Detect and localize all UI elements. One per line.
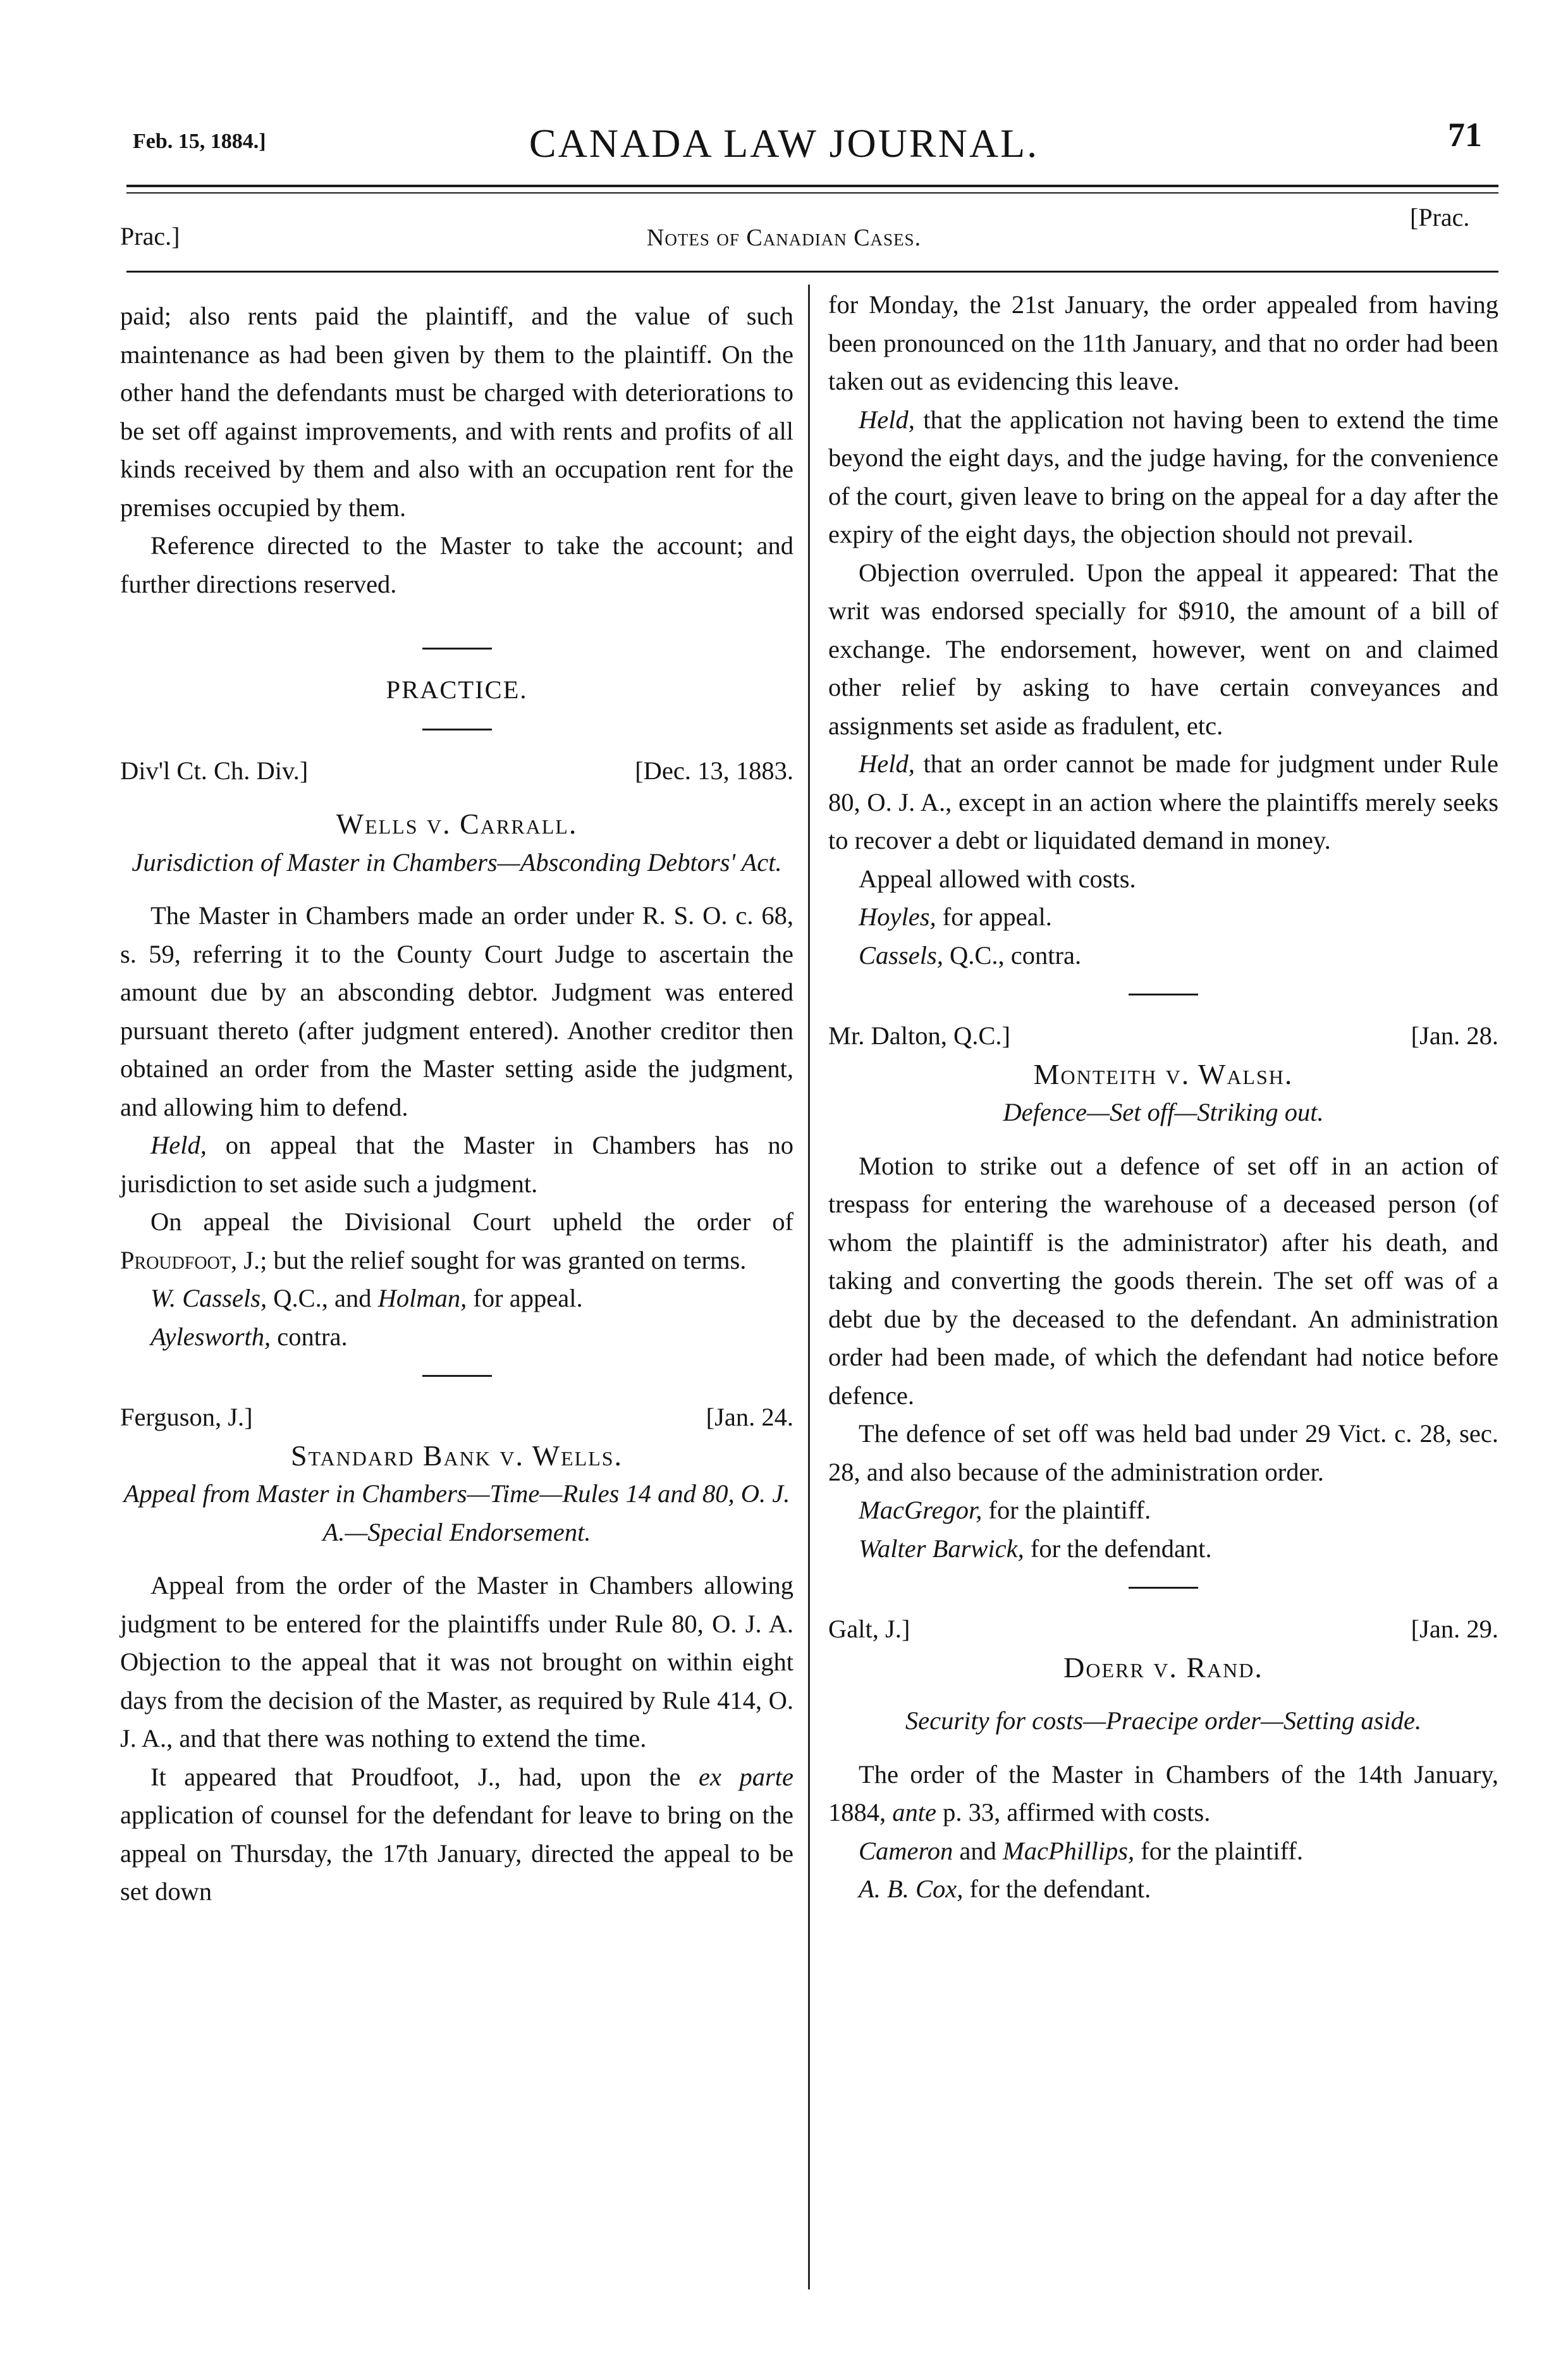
paragraph: Motion to strike out a defence of set off in an action of trespass for entering the warehouse of a deceased person (of whom the plaintiff is the administrator) after his death, and taking and converting the goods therein. The set off was of a debt due by the deceased to the defendant. An administration order had been made, of which the defendant had notice before defence. (828, 1151, 1498, 1410)
section-divider (1129, 1587, 1198, 1589)
header-rule-bottom (126, 192, 1498, 194)
section-tag-right: [Prac. (1410, 203, 1470, 231)
case-subject: Appeal from Master in Chambers—Time—Rules 14 and 80, O. J. A.—Special Endorsement. (123, 1479, 790, 1546)
case-title: Standard Bank v. Wells. (290, 1439, 623, 1472)
page-number: 71 (1448, 116, 1482, 154)
counsel-line: W. Cassels, Q.C., and Holman, for appeal. (150, 1284, 583, 1312)
counsel-line: Hoyles, for appeal. (859, 903, 1052, 931)
case-subject: Defence—Set off—Striking out. (1003, 1098, 1324, 1126)
paragraph: The order of the Master in Chambers of the 14th January, 1884, ante p. 33, affirmed with costs. (828, 1759, 1498, 1827)
left-column (120, 297, 793, 1911)
paragraph: The Master in Chambers made an order under R. S. O. c. 68, s. 59, referring it to the County Court Judge to ascertain the amount due by an absconding debtor. Judgment was entered pursuant thereto (after judgment entered). Another creditor then obtained an order from the Master setting aside the judgment, and allowing him to defend. (120, 901, 793, 1121)
paragraph: Appeal from the order of the Master in Chambers allowing judgment to be entered for the plaintiffs under Rule 80, O. J. A. Objection to the appeal that it was not brought on within eight days from the decision of the Master, as required by Rule 414, O. J. A., and that there was nothing to extend the time. (120, 1571, 793, 1753)
section-divider (422, 729, 492, 730)
practice-heading: PRACTICE. (386, 675, 528, 704)
counsel-line: A. B. Cox, for the defendant. (859, 1875, 1151, 1903)
case-date: [Dec. 13, 1883. (635, 756, 793, 785)
case-date: [Jan. 24. (706, 1403, 793, 1431)
case-subject: Jurisdiction of Master in Chambers—Absconding Debtors' Act. (132, 847, 782, 877)
case-court-line (120, 752, 793, 791)
paragraph: On appeal the Divisional Court upheld the order of Proudfoot, J.; but the relief sought for was granted on terms. (120, 1207, 793, 1274)
counsel-line: Aylesworth, contra. (150, 1322, 348, 1351)
case-subject: Security for costs—Praecipe order—Setting aside. (905, 1706, 1422, 1735)
journal-title: CANADA LAW JOURNAL. (529, 121, 1039, 166)
right-column (828, 286, 1498, 1909)
case-title: Monteith v. Walsh. (1033, 1057, 1294, 1090)
paragraph: Appeal allowed with costs. (859, 864, 1136, 893)
section-tag-left: Prac.] (120, 222, 180, 250)
counsel-line: MacGregor, for the plaintiff. (859, 1496, 1151, 1524)
case-court-line (828, 1610, 1498, 1649)
counsel-line: Cameron and MacPhillips, for the plaintiff. (859, 1836, 1304, 1865)
paragraph: Objection overruled. Upon the appeal it appeared: That the writ was endorsed specially for $910, the amount of a bill of exchange. The endorsement, however, went on and claimed other relief by asking to have certain conveyances and assignments set aside as fradulent, etc. (828, 558, 1498, 740)
case-title: Wells v. Carrall. (336, 808, 578, 840)
case-court: Div'l Ct. Ch. Div.] (120, 756, 309, 785)
case-title: Doerr v. Rand. (1063, 1651, 1263, 1684)
header-rule-top (126, 185, 1498, 187)
case-court: Mr. Dalton, Q.C.] (828, 1021, 1010, 1050)
counsel-line: Cassels, Q.C., contra. (859, 940, 1082, 970)
case-court: Galt, J.] (828, 1615, 910, 1643)
subheader-rule (126, 271, 1498, 273)
counsel-line: Walter Barwick, for the defendant. (859, 1534, 1212, 1563)
column-divider (808, 285, 810, 2289)
paragraph: Held, on appeal that the Master in Chambers has no jurisdiction to set aside such a judgment. (120, 1131, 794, 1198)
paragraph: It appeared that Proudfoot, J., had, upon the ex parte application of counsel for the defendant for leave to bring on the appeal on Thursday, the 17th January, directed the appeal to be set down (120, 1762, 793, 1906)
paragraph: Held, that the application not having been to extend the time beyond the eight days, and the judge having, for the convenience of the court, given leave to bring on the appeal for a day after the expiry of the eight days, the objection should not prevail. (828, 405, 1499, 548)
case-date: [Jan. 29. (1411, 1615, 1498, 1643)
case-date: [Jan. 28. (1411, 1021, 1498, 1050)
paragraph: The defence of set off was held bad under 29 Vict. c. 28, sec. 28, and also because of the administration order. (828, 1419, 1498, 1486)
paragraph: for Monday, the 21st January, the order appealed from having been pronounced on the 11th January, and that no order had been taken out as evidencing this leave. (828, 290, 1498, 395)
section-divider (422, 648, 492, 650)
section-divider (422, 1375, 492, 1377)
header-date: Feb. 15, 1884.] (133, 130, 266, 153)
case-court-line (120, 1398, 793, 1437)
paragraph: paid; also rents paid the plaintiff, and the value of such maintenance as had been given by them to the plaintiff. On the other hand the defendants must be charged with deteriorations to be set off against improvements, and with rents and profits of all kinds received by them and also with an occupation rent for the premises occupied by them. (120, 302, 793, 522)
paragraph: Reference directed to the Master to take the account; and further directions reserved. (120, 531, 793, 598)
paragraph: Held, that an order cannot be made for judgment under Rule 80, O. J. A., except in an action where the plaintiffs merely seeks to recover a debt or liquidated demand in money. (828, 749, 1498, 854)
section-title: Notes of Canadian Cases. (646, 225, 922, 251)
case-court: Ferguson, J.] (120, 1403, 253, 1431)
case-court-line (828, 1017, 1498, 1056)
section-divider (1129, 994, 1198, 995)
